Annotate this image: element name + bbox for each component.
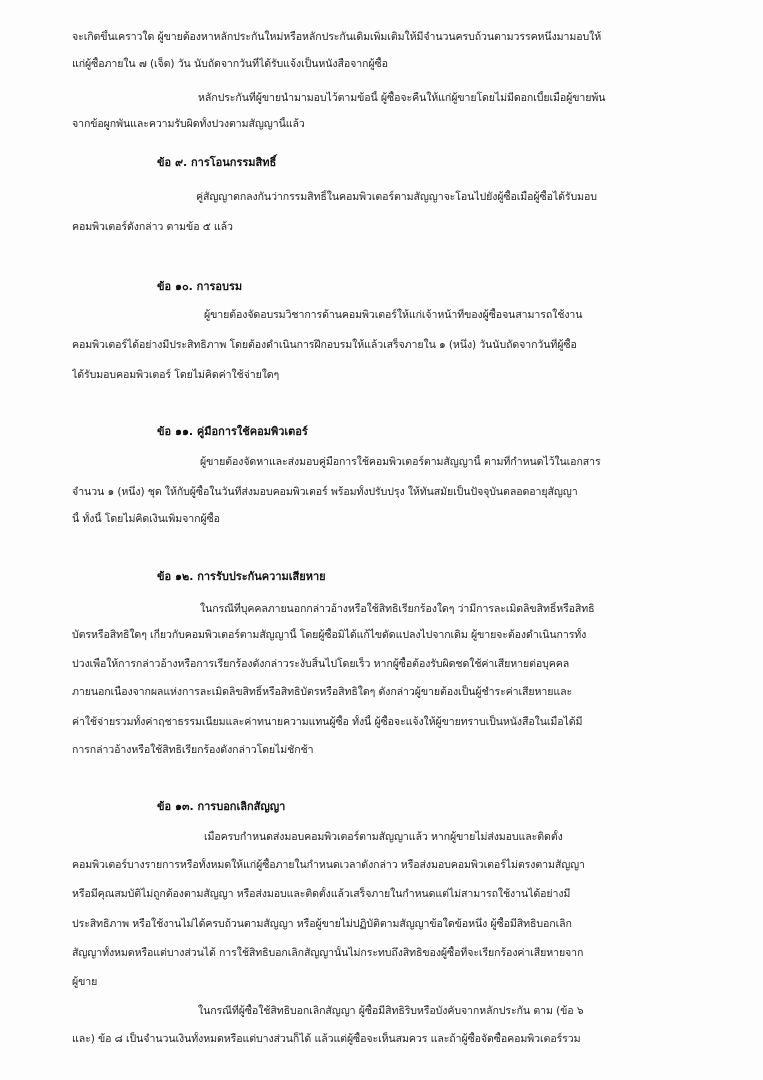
body-text: แก่ผู้ซื้อภายใน ๗ (เจ็ด) วัน นับถัดจากวันที่ได้รับแจ้งเป็นหนังสือจากผู้ซื้อ (72, 58, 388, 70)
clause-12-heading: ข้อ ๑๒. การรับประกันความเสียหาย (157, 570, 326, 583)
body-text: คอมพิวเตอร์ได้อย่างมีประสิทธิภาพ โดยต้องดำเนินการฝึกอบรมให้แล้วเสร็จภายใน ๑ (หนึ่ง) วันนับถัดจากวันที่ผู้ซื้อ (72, 339, 577, 351)
body-text: จะเกิดขึ้นเคราวใด ผู้ขายต้องหาหลักประกันใหม่หรือหลักประกันเดิมเพิ่มเติมให้มีจำนวนครบถ้วนตามวรรคหนึ่งมามอบให้ (72, 31, 602, 43)
clause-11-heading: ข้อ ๑๑. คู่มือการใช้คอมพิวเตอร์ (157, 425, 308, 438)
clause-9-heading: ข้อ ๙. การโอนกรรมสิทธิ์ (157, 156, 277, 169)
body-text: ผู้ขายต้องจัดอบรมวิชาการด้านคอมพิวเตอร์ให้แก่เจ้าหน้าที่ของผู้ซื้อจนสามารถใช้งาน (204, 309, 583, 321)
body-text: ภายนอกเนื่องจากผลแห่งการละเมิดลิขสิทธิ์หรือสิทธิบัตรหรือสิทธิใดๆ ดังกล่าวผู้ขายต้องเป็นผู้ชำระค่าเสียหายและ (72, 686, 573, 698)
body-text: จากข้อผูกพันและความรับผิดทั้งปวงตามสัญญานี้แล้ว (72, 118, 305, 130)
body-text: ผู้ขายต้องจัดหาและส่งมอบคู่มือการใช้คอมพิวเตอร์ตามสัญญานี้ ตามที่กำหนดไว้ในเอกสาร (200, 456, 601, 468)
body-text: และ) ข้อ ๘ เป็นจำนวนเงินทั้งหมดหรือแต่บางส่วนก็ได้ แล้วแต่ผู้ซื้อจะเห็นสมควร และถ้าผู้ซื้อจัดซื้อคอมพิวเตอร์รวม (72, 1033, 581, 1045)
body-text: ปวงเพื่อให้การกล่าวอ้างหรือการเรียกร้องดังกล่าวระงับสิ้นไปโดยเร็ว หากผู้ซื้อต้องรับผิดชดใช้ค่าเสียหายต่อบุคคล (72, 658, 570, 670)
body-text: ค่าใช้จ่ายรวมทั้งค่าฤชาธรรมเนียมและค่าทนายความแทนผู้ซื้อ ทั้งนี้ ผู้ซื้อจะแจ้งให้ผู้ขายทราบเป็นหนังสือในเมื่อได้มี (72, 716, 583, 728)
clause-10-heading: ข้อ ๑๐. การอบรม (157, 280, 243, 293)
body-text: ผู้ขาย (72, 976, 98, 988)
body-text: บัตรหรือสิทธิใดๆ เกี่ยวกับคอมพิวเตอร์ตามสัญญานี้ โดยผู้ซื้อมิได้แก้ไขดัดแปลงไปจากเดิม ผู้ขายจะต้องดำเนินการทั้ง (72, 629, 587, 641)
body-text: การกล่าวอ้างหรือใช้สิทธิเรียกร้องดังกล่าวโดยไม่ชักช้า (72, 744, 314, 756)
body-text: คอมพิวเตอร์บางรายการหรือทั้งหมดให้แก่ผู้ซื้อภายในกำหนดเวลาดังกล่าว หรือส่งมอบคอมพิวเตอร์ไม่ตรงตามสัญญา (72, 859, 585, 871)
body-text: สัญญาทั้งหมดหรือแต่บางส่วนได้ การใช้สิทธิบอกเลิกสัญญานั้นไม่กระทบถึงสิทธิของผู้ซื้อที่จะเรียกร้องค่าเสียหายจาก (72, 947, 584, 959)
body-text: หรือมีคุณสมบัติไม่ถูกต้องตามสัญญา หรือส่งมอบและติดตั้งแล้วเสร็จภายในกำหนดแต่ไม่สามารถใช้งานได้อย่างมี (72, 888, 571, 900)
body-text: เมื่อครบกำหนดส่งมอบคอมพิวเตอร์ตามสัญญาแล้ว หากผู้ขายไม่ส่งมอบและติดตั้ง (204, 831, 563, 843)
body-text: คอมพิวเตอร์ดังกล่าว ตามข้อ ๕ แล้ว (72, 221, 233, 233)
body-text: ในกรณีที่บุคคลภายนอกกล่าวอ้างหรือใช้สิทธิเรียกร้องใดๆ ว่ามีการละเมิดลิขสิทธิ์หรือสิทธิ (200, 603, 595, 615)
body-text: คู่สัญญาตกลงกันว่ากรรมสิทธิ์ในคอมพิวเตอร์ตามสัญญาจะโอนไปยังผู้ซื้อเมื่อผู้ซื้อได้รับมอบ (196, 191, 597, 203)
body-text: ได้รับมอบคอมพิวเตอร์ โดยไม่คิดค่าใช้จ่ายใดๆ (72, 369, 280, 381)
body-text: หลักประกันที่ผู้ขายนำมามอบไว้ตามข้อนี้ ผู้ซื้อจะคืนให้แก่ผู้ขายโดยไม่มีดอกเบี้ยเมื่อผู้ขายพ้น (198, 92, 606, 104)
body-text: จำนวน ๑ (หนึ่ง) ชุด ให้กับผู้ซื้อในวันที่ส่งมอบคอมพิวเตอร์ พร้อมทั้งปรับปรุง ให้ทันสมัยเป็นปัจจุบันตลอดอายุสัญญา (72, 486, 578, 498)
clause-13-heading: ข้อ ๑๓. การบอกเลิกสัญญา (157, 800, 286, 813)
body-text: ประสิทธิภาพ หรือใช้งานไม่ได้ครบถ้วนตามสัญญา หรือผู้ขายไม่ปฏิบัติตามสัญญาข้อใดข้อหนึ่ง ผู้ซื้อมีสิทธิบอกเลิก (72, 918, 572, 930)
body-text: ในกรณีที่ผู้ซื้อใช้สิทธิบอกเลิกสัญญา ผู้ซื้อมีสิทธิริบหรือบังคับจากหลักประกัน ตาม (ข้อ ๖ (198, 1005, 584, 1017)
body-text: นี้ ทั้งนี้ โดยไม่คิดเงินเพิ่มจากผู้ซื้อ (72, 513, 220, 525)
